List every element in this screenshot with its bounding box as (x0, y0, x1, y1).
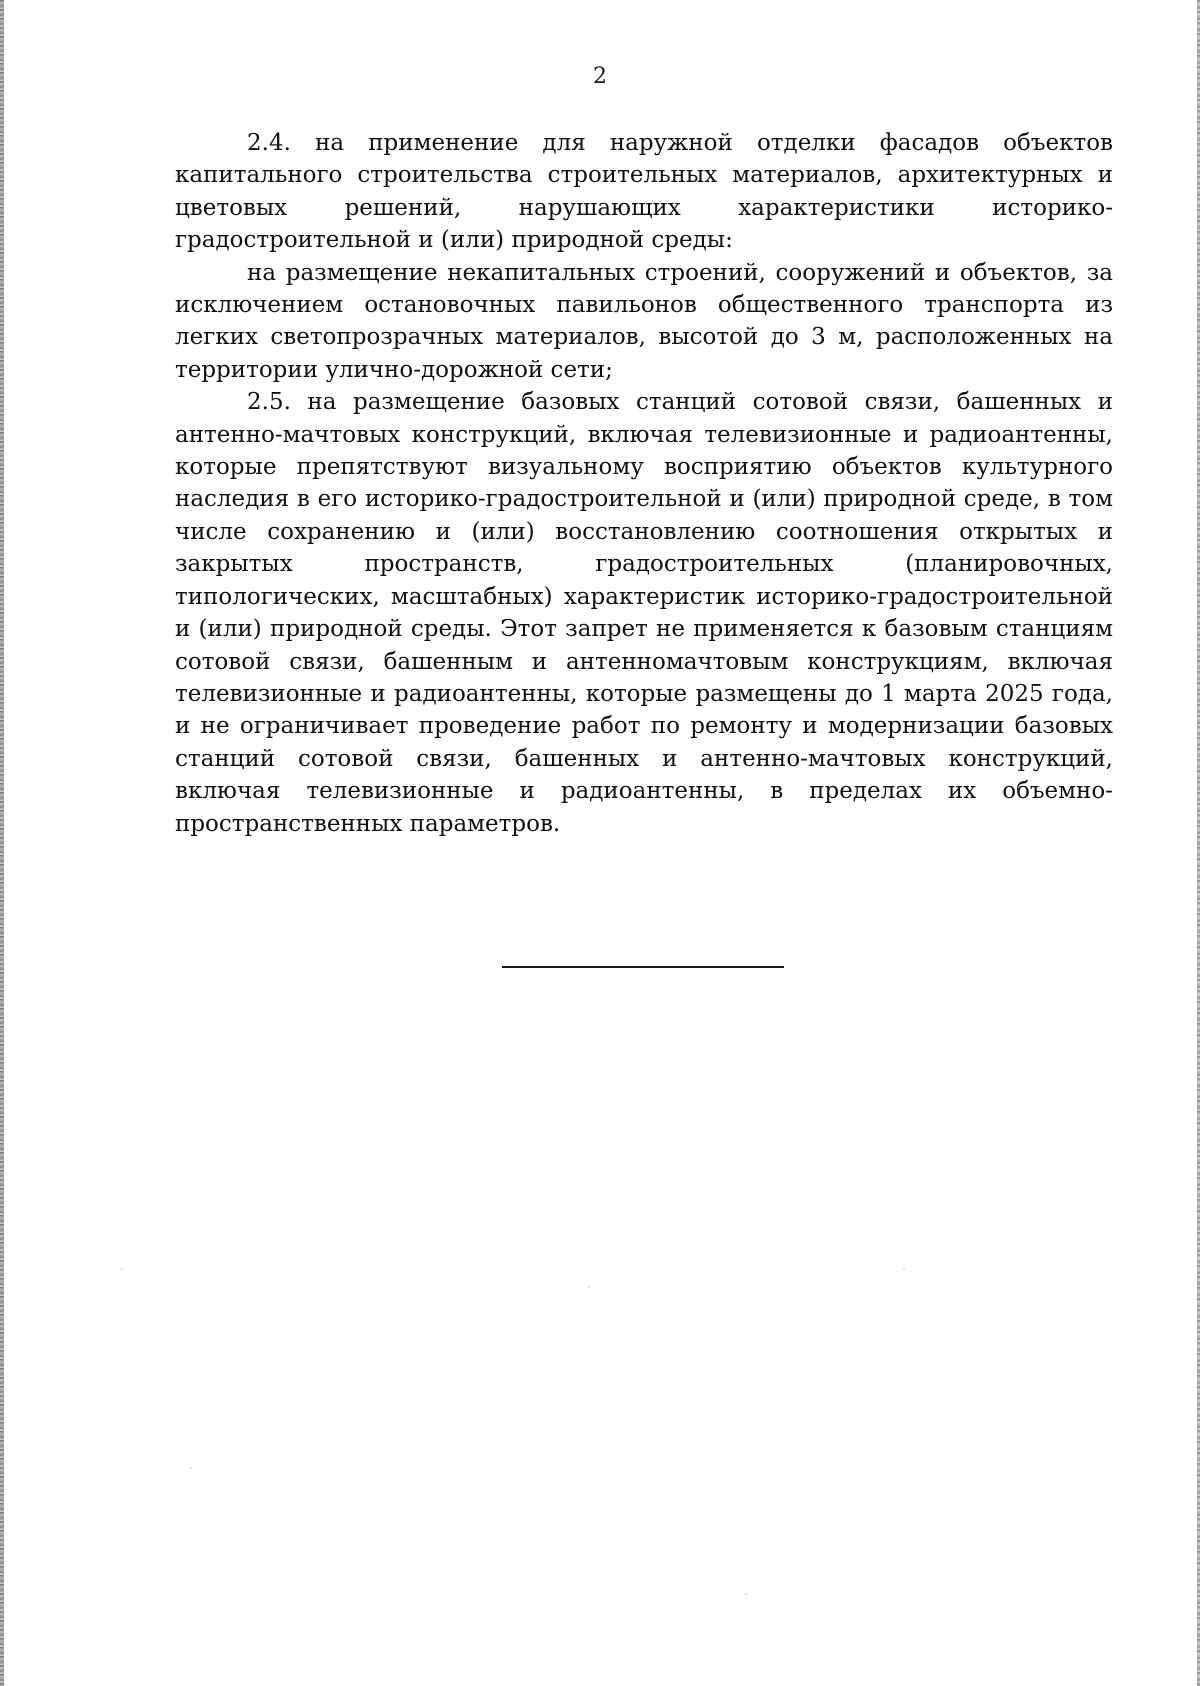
end-of-text-divider (502, 966, 784, 968)
scan-speck (121, 1268, 123, 1270)
scan-speck (190, 1467, 192, 1469)
paragraph-non-capital-structures: на размещение некапитальных строений, сооружений и объектов, за исключением остановочных павильонов общественного транспорта из легких светопрозрачных материалов, высотой до 3 м, расположенных на территории улично-дорожной сети; (175, 259, 1113, 383)
scan-speck (588, 1286, 590, 1288)
page-number: 2 (593, 64, 607, 89)
scan-speck (903, 1268, 905, 1270)
scan-edge-left (0, 0, 4, 1686)
scan-speck (745, 1593, 747, 1595)
paragraph-2-5: 2.5. на размещение базовых станций сотовой связи, башенных и антенно-мачтовых конструкций, включая телевизионные и радиоантенны, которые препятствуют визуальному восприятию объектов культурного наследия в его историко-градостроительной и (или) природной среде, в том числе сохранению и (или) восстановлению соотношения открытых и закрытых пространств, градостроительных (планировочных, типологических, масштабных) характеристик историко-градостроительной и (или) природной среды. Этот запрет не применяется к базовым станциям сотовой связи, башенным и антенномачтовым конструкциям, включая телевизионные и радиоантенны, которые размещены до 1 марта 2025 года, и не ограничивает проведение работ по ремонту и модернизации базовых станций сотовой связи, башенных и антенно-мачтовых конструкций, включая телевизионные и радиоантенны, в пределах их объемно-пространственных параметров. (175, 389, 1113, 837)
paragraph-2-4: 2.4. на применение для наружной отделки фасадов объектов капитального строительства строительных материалов, архитектурных и цветовых решений, нарушающих характеристики историко-градостроительной и (или) природной среды: (175, 130, 1113, 254)
document-body (175, 127, 1113, 840)
